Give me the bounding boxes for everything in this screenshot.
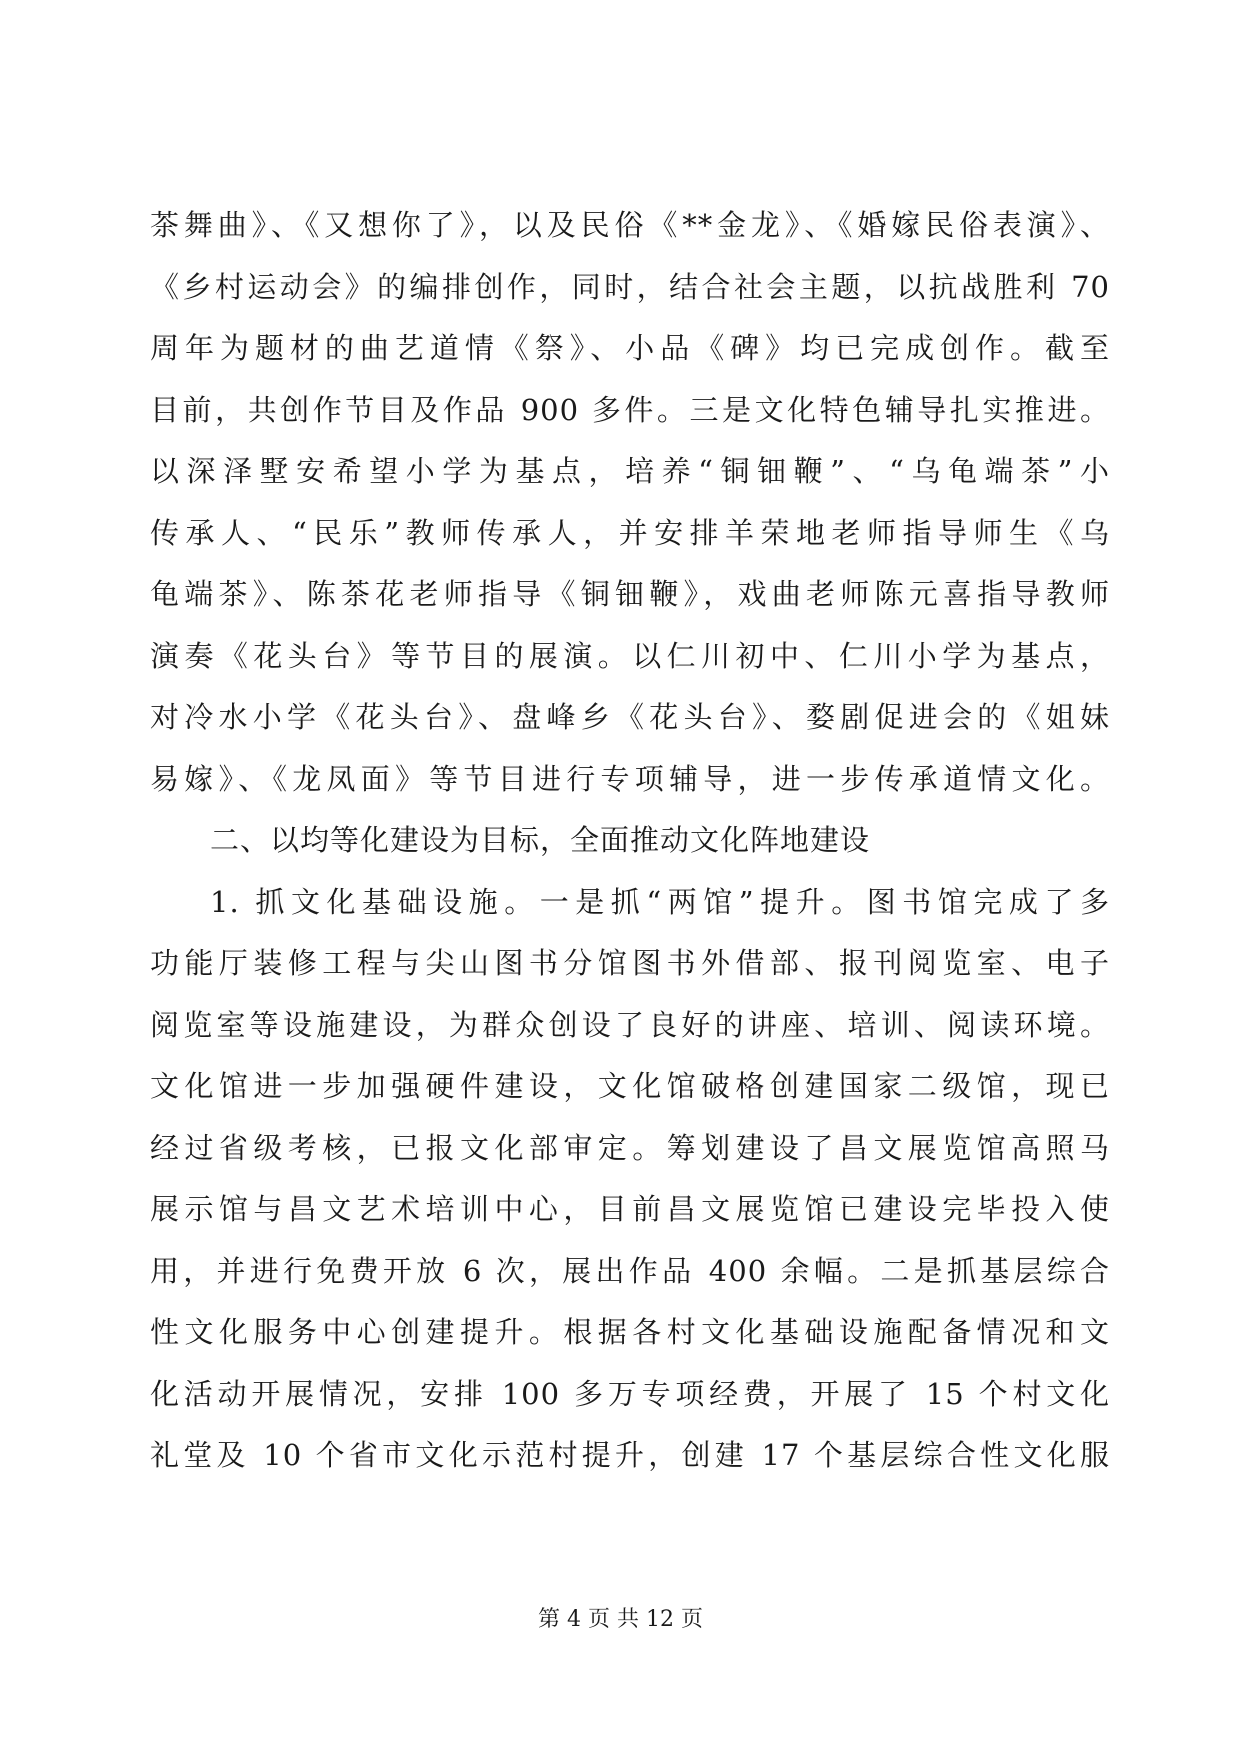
text-line: 周年为题材的曲艺道情《祭》、小品《碑》均已完成创作。截至 [150, 331, 1110, 365]
text-line: 展示馆与昌文艺术培训中心，目前昌文展览馆已建设完毕投入使 [150, 1192, 1110, 1226]
text-line: 传承人、“民乐”教师传承人，并安排羊荣地老师指导师生《乌 [150, 515, 1110, 550]
text-line: 经过省级考核，已报文化部审定。筹划建设了昌文展览馆高照马 [150, 1130, 1110, 1165]
text-line: 二、以均等化建设为目标，全面推动文化阵地建设 [210, 823, 871, 857]
page-footer: 第 4 页 共 12 页 [538, 1607, 703, 1632]
text-line: 对冷水小学《花头台》、盘峰乡《花头台》、婺剧促进会的《姐妹 [150, 700, 1110, 734]
text-line: 演奏《花头台》等节目的展演。以仁川初中、仁川小学为基点， [150, 638, 1110, 673]
text-line: 化活动开展情况，安排 100 多万专项经费，开展了 15 个村文化 [150, 1376, 1110, 1411]
text-line: 以深泽墅安希望小学为基点，培养“铜钿鞭”、“乌龟端茶”小 [150, 454, 1110, 488]
text-line: 龟端茶》、陈茶花老师指导《铜钿鞭》，戏曲老师陈元喜指导教师 [150, 577, 1110, 611]
text-line: 目前，共创作节目及作品 900 多件。三是文化特色辅导扎实推进。 [150, 392, 1110, 427]
text-line: 文化馆进一步加强硬件建设，文化馆破格创建国家二级馆，现已 [150, 1069, 1110, 1103]
text-line: 功能厅装修工程与尖山图书分馆图书外借部、报刊阅览室、电子 [150, 946, 1110, 980]
text-line: 易嫁》、《龙凤面》等节目进行专项辅导，进一步传承道情文化。 [150, 761, 1110, 796]
text-line: 1. 抓文化基础设施。一是抓“两馆”提升。图书馆完成了多 [210, 884, 1110, 919]
text-line: 礼堂及 10 个省市文化示范村提升，创建 17 个基层综合性文化服 [150, 1438, 1110, 1472]
text-line: 用，并进行免费开放 6 次，展出作品 400 余幅。二是抓基层综合 [150, 1253, 1110, 1288]
text-line: 性文化服务中心创建提升。根据各村文化基础设施配备情况和文 [150, 1315, 1110, 1349]
text-line: 阅览室等设施建设，为群众创设了良好的讲座、培训、阅读环境。 [150, 1007, 1110, 1042]
text-line: 《乡村运动会》的编排创作，同时，结合社会主题，以抗战胜利 70 [150, 269, 1110, 304]
body-text [150, 195, 1110, 1487]
text-line: 茶舞曲》、《又想你了》，以及民俗《**金龙》、《婚嫁民俗表演》、 [150, 208, 1110, 242]
